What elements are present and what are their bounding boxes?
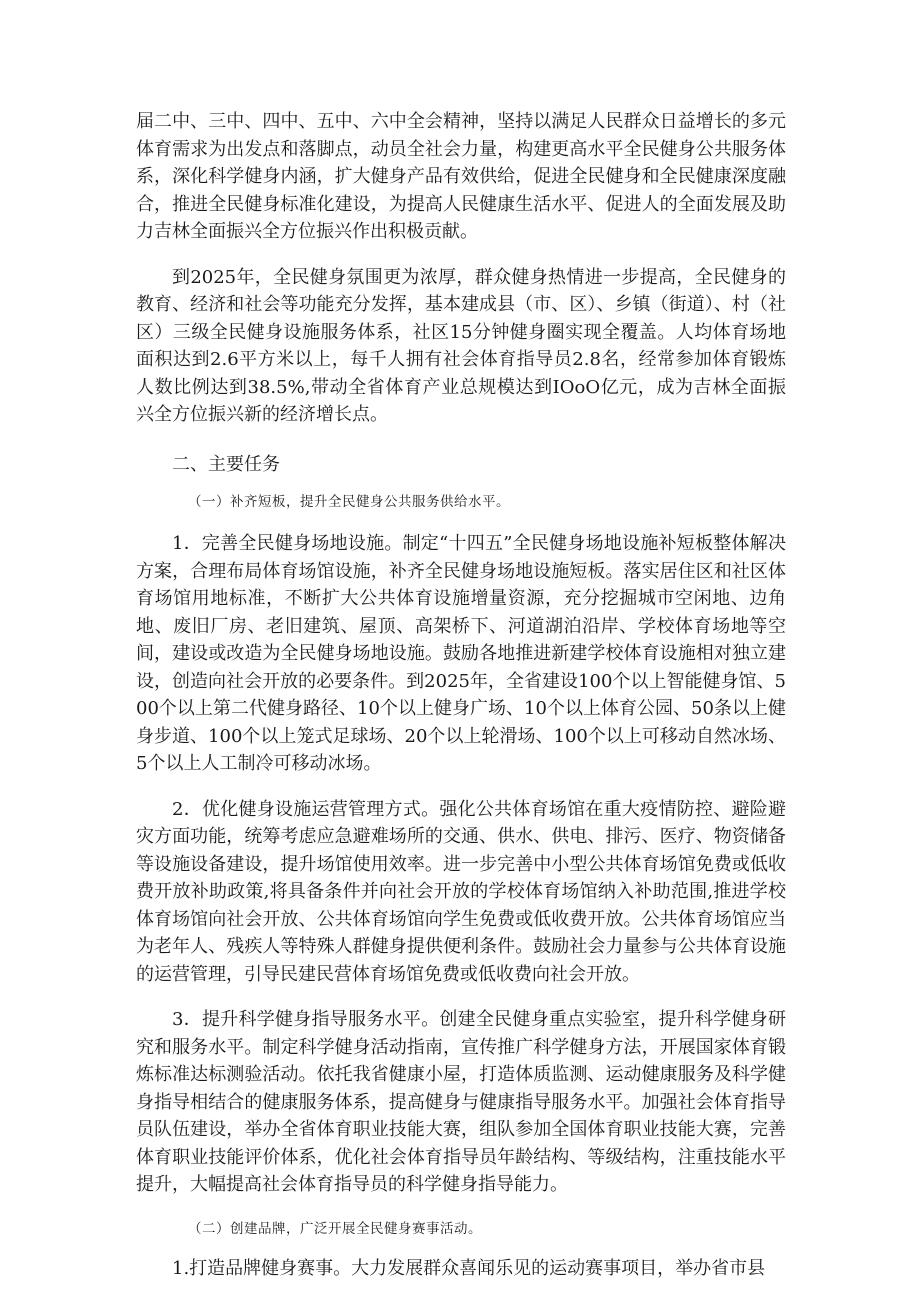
section-heading-main-tasks: 二、主要任务 [172, 453, 280, 475]
spacer [136, 246, 786, 264]
subsection-heading-2: （二）创建品牌，广泛开展全民健身赛事活动。 [188, 1220, 482, 1237]
spacer [136, 478, 786, 492]
subsection-heading-1: （一）补齐短板，提升全民健身公共服务供给水平。 [188, 494, 510, 510]
intro-paragraph: 届二中、三中、四中、五中、六中全会精神，坚持以满足人民群众日益增长的多元体育需求为出发点和落脚点，动员全社会力量，构建更高水平全民健身公共服务体系，深化科学健身内涵，扩大健身产品有效供给，促进全民健身和全民健康深度融合，推进全民健身标准化建设，为提高人民健康生活水平、促进人的全面发展及助力吉林全面振兴全方位振兴作出积极贡献。 [136, 111, 786, 242]
task-paragraph-1-3: 3．提升科学健身指导服务水平。创建全民健身重点实验室，提升科学健身研究和服务水平。制定科学健身活动指南，宣传推广科学健身方法，开展国家体育锻炼标准达标测验活动。依托我省健康小屋，打造体质监测、运动健康服务及科学健身指导相结合的健康服务体系，提高健身与健康指导服务水平。加强社会体育指导员队伍建设，举办全省体育职业技能大赛，组队参加全国体育职业技能大赛，完善体育职业技能评价体系，优化社会体育指导员年龄结构、等级结构，注重技能水平提升，大幅提高社会体育指导员的科学健身指导能力。 [136, 1009, 786, 1195]
spacer [136, 429, 786, 451]
goal-paragraph: 到2025年，全民健身氛围更为浓厚，群众健身热情进一步提高，全民健身的教育、经济和社会等功能充分发挥，基本建成县（市、区）、乡镇（街道）、村（社区）三级全民健身设施服务体系，社区15分钟健身圈实现全覆盖。人均体育场地面积达到2.6平方米以上，每千人拥有社会体育指导员2.8名，经常参加体育锻炼人数比例达到38.5%,带动全省体育产业总规模达到IOoO亿元，成为吉林全面振兴全方位振兴新的经济增长点。 [136, 266, 786, 425]
spacer [136, 1199, 786, 1219]
document-page [136, 108, 786, 1282]
task-paragraph-1-1: 1．完善全民健身场地设施。制定“十四五”全民健身场地设施补短板整体解决方案，合理布局体育场馆设施，补齐全民健身场地设施短板。落实居住区和社区体育场馆用地标准，不断扩大公共体育设施增量资源，充分挖掘城市空闲地、边角地、废旧厂房、老旧建筑、屋顶、高架桥下、河道湖泊沿岸、学校体育场地等空间，建设或改造为全民健身场地设施。鼓励各地推进新建学校体育设施相对独立建设，创造向社会开放的必要条件。到2025年，全省建设100个以上智能健身馆、500个以上第二代健身路径、10个以上健身广场、10个以上体育公园、50条以上健身步道、100个以上笼式足球场、20个以上轮滑场、100个以上可移动自然冰场、5个以上人工制冷可移动冰场。 [136, 533, 786, 774]
task-paragraph-1-2: 2．优化健身设施运营管理方式。强化公共体育场馆在重大疫情防控、避险避灾方面功能，统筹考虑应急避难场所的交通、供水、供电、排污、医疗、物资储备等设施设备建设，提升场馆使用效率。进一步完善中小型公共体育场馆免费或低收费开放补助政策,将具备条件并向社会开放的学校体育场馆纳入补助范围,推进学校体育场馆向社会开放、公共体育场馆向学生免费或低收费开放。公共体育场馆应当为老年人、残疾人等特殊人群健身提供便利条件。鼓励社会力量参与公共体育设施的运营管理，引导民建民营体育场馆免费或低收费向社会开放。 [136, 798, 786, 985]
spacer [136, 988, 786, 1006]
task-paragraph-2-1: 1.打造品牌健身赛事。大力发展群众喜闻乐见的运动赛事项目，举办省市县 [172, 1257, 766, 1279]
spacer [136, 512, 786, 530]
spacer [136, 778, 786, 796]
spacer [136, 1239, 786, 1255]
